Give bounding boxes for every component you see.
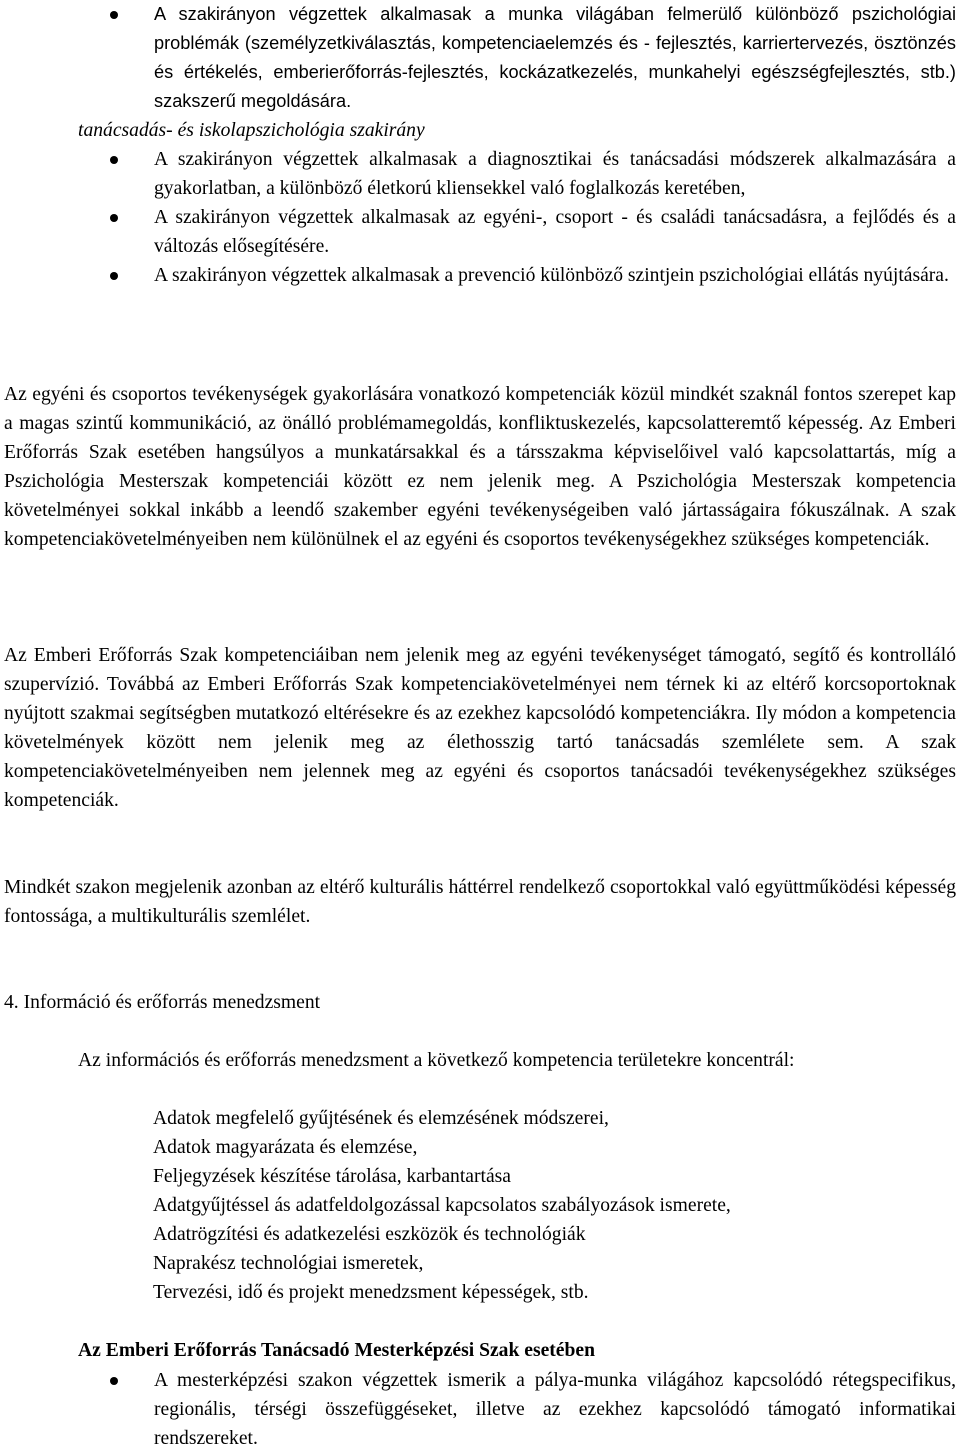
top-bullet-list <box>0 0 960 116</box>
bullet-icon <box>110 1377 118 1385</box>
bullet-icon <box>110 156 118 164</box>
list-item <box>0 0 960 116</box>
final-bullet-list <box>0 1366 960 1453</box>
bullet-text: A szakirányon végzettek alkalmasak a prevenció különböző szintjein pszichológiai ellátás nyújtására. <box>154 265 949 286</box>
bullet-icon <box>110 272 118 280</box>
bold-heading: Az Emberi Erőforrás Tanácsadó Mesterképzési Szak esetében <box>78 1340 595 1361</box>
list-item: Adatgyűjtéssel ás adatfeldolgozással kapcsolatos szabályozások ismerete, <box>153 1195 731 1216</box>
paragraph: Az Emberi Erőforrás Szak kompetenciáiban nem jelenik meg az egyéni tevékenységet támogató, segítő és kontrolláló szupervízió. Továbbá az Emberi Erőforrás Szak kompetenciakövetelményei nem térnek ki az eltérő korcsoportoknak nyújtott szakmai segítségben mutatkozó eltérésekre és az ezekhez kapcsolódó kompetenciákra. Ily módon a kompetencia követelmények között nem jelenik meg az élethosszig tartó tanácsadás szemlélete sem. A szak kompetenciakövetelményeiben nem jelennek meg az egyéni és csoportos tanácsadói tevékenységekhez szükséges kompetenciák. <box>4 645 956 811</box>
section-intro: Az információs és erőforrás menedzsment a következő kompetencia területekre koncentrál: <box>78 1050 795 1071</box>
section-title: 4. Információ és erőforrás menedzsment <box>4 992 321 1013</box>
list-item <box>0 261 960 290</box>
list-item: Tervezési, idő és projekt menedzsment képességek, stb. <box>153 1282 589 1303</box>
bullet-icon <box>110 214 118 222</box>
list-item <box>0 203 960 261</box>
list-item <box>0 1366 960 1453</box>
sub-bullet-list <box>0 145 960 290</box>
bullet-text: A szakirányon végzettek alkalmasak a diagnosztikai és tanácsadási módszerek alkalmazására a gyakorlatban, a különböző életkorú kliensekkel való foglalkozás keretében, <box>154 149 956 199</box>
paragraph: Mindkét szakon megjelenik azonban az eltérő kulturális háttérrel rendelkező csoportokkal való együttműködési képesség fontossága, a multikulturális szemlélet. <box>4 877 956 927</box>
bullet-icon <box>110 11 118 19</box>
subheading: tanácsadás- és iskolapszichológia szakirány <box>78 120 425 141</box>
list-item: Adatrögzítési és adatkezelési eszközök és technológiák <box>153 1224 586 1245</box>
list-item <box>0 145 960 203</box>
list-item: Adatok megfelelő gyűjtésének és elemzésének módszerei, <box>153 1108 609 1129</box>
bullet-text: A szakirányon végzettek alkalmasak a munka világában felmerülő különböző pszichológiai problémák (személyzetkiválasztás, kompetenciaelemzés és - fejlesztés, karriertervezés, ösztönzés és értékelés, emberierőforrás-fejlesztés, kockázatkezelés, munkahelyi egészségfejlesztés, stb.) szakszerű megoldására. <box>154 4 956 111</box>
list-item: Naprakész technológiai ismeretek, <box>153 1253 424 1274</box>
bullet-text: A szakirányon végzettek alkalmasak az egyéni-, csoport - és családi tanácsadásra, a fejlődés és a változás elősegítésére. <box>154 207 956 257</box>
bullet-text: A mesterképzési szakon végzettek ismerik a pálya-munka világához kapcsolódó rétegspecifikus, regionális, térségi összefüggéseket, illetve az ezekhez kapcsolódó támogató informatikai rendszereket. <box>154 1370 956 1449</box>
paragraph: Az egyéni és csoportos tevékenységek gyakorlására vonatkozó kompetenciák közül mindkét szaknál fontos szerepet kap a magas szintű kommunikáció, az önálló problémamegoldás, konfliktuskezelés, kapcsolatteremtő képesség. Az Emberi Erőforrás Szak esetében hangsúlyos a munkatársakkal és a társszakma képviselőivel való kapcsolattartás, míg a Pszichológia Mesterszak kompetenciái között ez nem jelenik meg. A Pszichológia Mesterszak kompetencia követelményei sokkal inkább a leendő szakember egyéni tevékenységeiben való jártasságaira fókuszálnak. A szak kompetenciakövetelményeiben nem különülnek el az egyéni és csoportos tevékenységekhez szükséges kompetenciák. <box>4 384 956 550</box>
list-item: Feljegyzések készítése tárolása, karbantartása <box>153 1166 511 1187</box>
competency-list <box>0 1104 960 1307</box>
list-item: Adatok magyarázata és elemzése, <box>153 1137 418 1158</box>
